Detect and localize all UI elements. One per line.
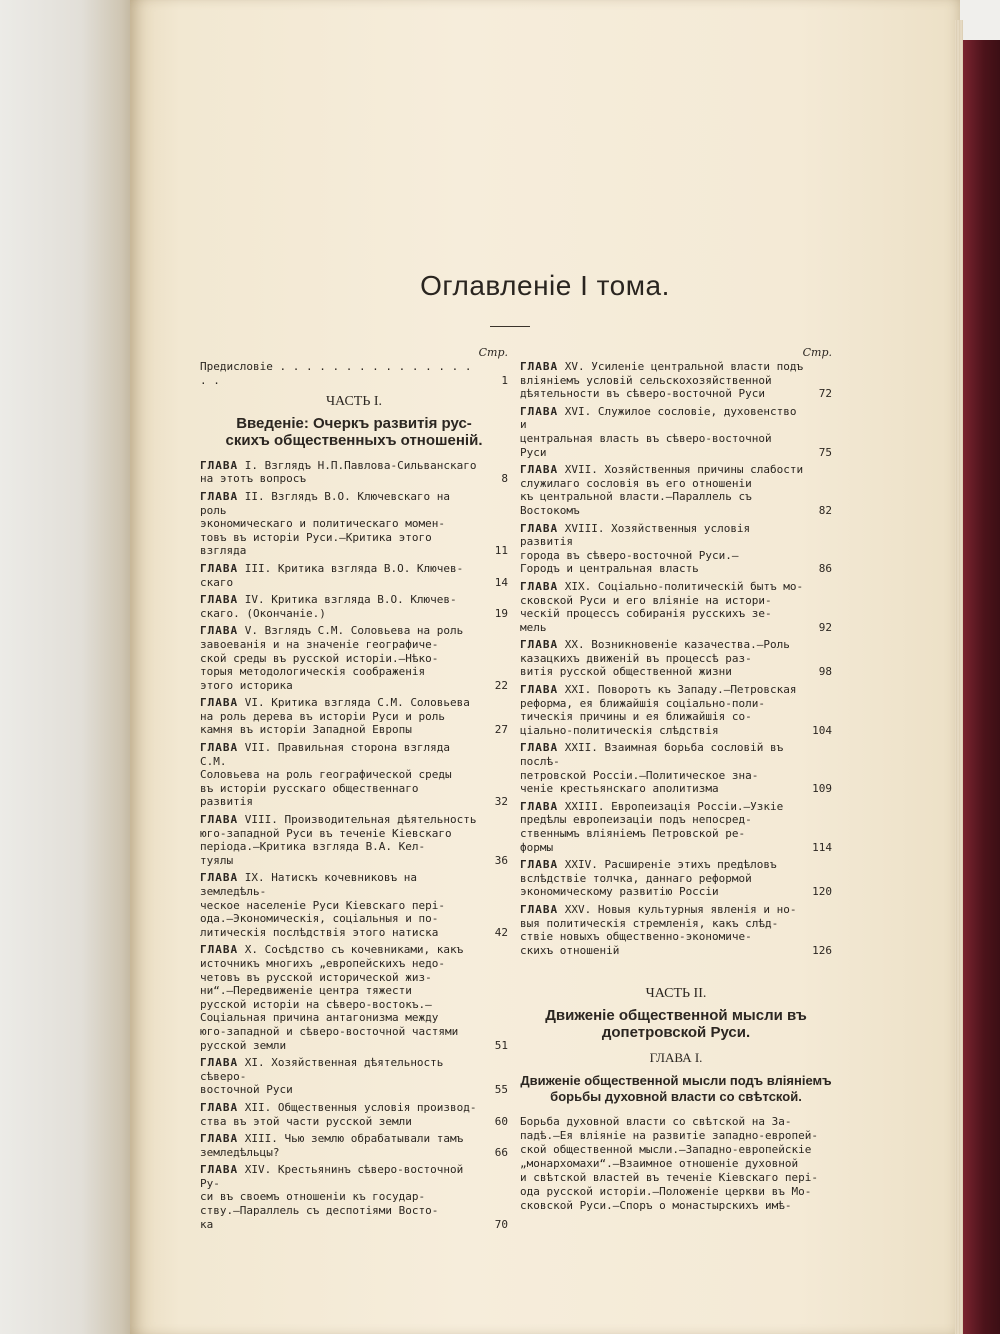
chapter-page: 104: [812, 723, 832, 737]
chapter-title: XIII. Чью землю обрабатывали тамъ земледѣльцы?: [200, 1132, 464, 1159]
part1-title: Введеніе: Очеркъ развитія рус- скихъ общественныхъ отношеній.: [225, 414, 483, 449]
chapter-label: ГЛАВА: [200, 1056, 239, 1070]
chapter-title: XXIII. Европеизація Россіи.—Узкіе предѣлы европеизаціи подъ непосред- ственнымъ вліяніемъ Петровской ре- формы: [520, 799, 784, 854]
chapter-label: ГЛАВА: [520, 799, 559, 813]
toc-entry: [200, 1056, 508, 1097]
chapter-title: XII. Общественныя условія производ- ства въ этой части русской земли: [200, 1100, 477, 1128]
chapter-label: ГЛАВА: [200, 458, 239, 472]
toc-entry: [520, 522, 832, 576]
page-column-header-right: Стр.: [802, 346, 832, 359]
toc-entry: [200, 943, 508, 1052]
chapter-title: IV. Критика взгляда В.О. Ключев- скаго. (Окончаніе.): [200, 593, 457, 620]
toc-entry: [200, 624, 508, 692]
chapter-title: V. Взглядъ С.М. Соловьева на роль завоеванія и на значеніе географиче- ской среды въ русской исторіи.—Нѣко- торыя методологическія соображенія этого историка: [200, 624, 464, 692]
chapter-title: XXV. Новыя культурныя явленія и но- выя политическія стремленія, какъ слѣд- ствіе новыхъ общественно-экономиче- скихъ отношеній: [520, 902, 797, 957]
chapter-label: ГЛАВА: [200, 871, 239, 885]
chapter-page: 11: [494, 544, 508, 558]
part2-heading: ЧАСТЬ II.: [645, 986, 707, 1002]
page-title: Оглавленіе I тома.: [420, 270, 670, 301]
chapter-label: ГЛАВА: [200, 813, 239, 827]
chapter-title: XXII. Взаимная борьба сословій въ послѣ- петровской Россіи.—Политическое зна- ченіе крестьянскаго аполитизма: [520, 741, 784, 796]
chapter-page: 75: [818, 445, 832, 459]
toc-entry: [520, 741, 832, 795]
toc-entry-text: [200, 593, 482, 620]
toc-entry: [520, 638, 832, 679]
chapter-page: 36: [494, 853, 508, 867]
toc-entry: [520, 405, 832, 459]
chapter-label: ГЛАВА: [200, 593, 239, 607]
chapter-label: ГЛАВА: [200, 741, 239, 755]
toc-entry: [200, 562, 508, 589]
chapter-page: 126: [812, 943, 832, 957]
title-divider: [490, 326, 530, 327]
toc-entry-text: [520, 360, 806, 401]
chapter-label: ГЛАВА: [200, 489, 239, 503]
part2-title: Движеніе общественной мысли въ допетровской Руси.: [545, 1006, 807, 1041]
toc-entry: [520, 800, 832, 854]
chapter-page: 27: [494, 723, 508, 737]
chapter-label: ГЛАВА: [200, 624, 239, 638]
chapter-title: I. Взглядъ Н.П.Павлова-Сильванскаго на этотъ вопросъ: [200, 458, 477, 486]
toc-entry-text: [520, 405, 806, 459]
toc-entry: [520, 903, 832, 957]
chapter-label: ГЛАВА: [200, 561, 239, 575]
chapter-label: ГЛАВА: [520, 683, 559, 697]
toc-entry: [520, 683, 832, 737]
part1-heading: ЧАСТЬ I.: [325, 394, 383, 410]
chapter-page: 60: [494, 1114, 508, 1128]
toc-entry-text: [520, 522, 806, 576]
chapter-page: 51: [494, 1038, 508, 1052]
right-chapter-list: [520, 360, 832, 957]
toc-entry: [520, 463, 832, 517]
right-column: [520, 346, 832, 1213]
chapter-title: XXIV. Расширеніе этихъ предѣловъ вслѣдствіе толчка, даннаго реформой экономическому развитію Россіи: [520, 858, 777, 899]
chapter-label: ГЛАВА: [520, 741, 559, 755]
chapter-page: 86: [818, 562, 832, 576]
part2-chapter-summary: Борьба духовной власти со свѣтской на За- падѣ.—Ея вліяніе на развитіе западно-европей- ской общественной мысли.—Западно-европейскіе „монархомахи“.—Взаимное отношеніе духовной и свѣтской властей въ теченіе Кіевскаго пері- ода русской исторіи.—Положеніе церкви въ Мо- сковской Руси.—Споръ о монастырскихъ имѣ-: [520, 1114, 819, 1212]
chapter-title: XVIII. Хозяйственныя условія развитія города въ сѣверо-восточной Руси.— Городъ и центральная власть: [520, 521, 751, 576]
chapter-title: XIV. Крестьянинъ сѣверо-восточной Ру- си въ своемъ отношеніи къ государ- ству.—Параллель съ деспотіями Восто- ка: [200, 1163, 464, 1231]
chapter-label: ГЛАВА: [200, 1100, 239, 1114]
toc-entry-text: [200, 943, 482, 1052]
left-column: [200, 346, 508, 1235]
toc-entry-text: [200, 696, 482, 737]
left-page-edge: [0, 0, 135, 1334]
chapter-title: VIII. Производительная дѣятельность юго-западной Руси въ теченіе Кіевскаго періода.—Критика взгляда В.А. Кел- туялы: [200, 813, 477, 867]
page-stack-edge: [955, 20, 963, 1334]
toc-entry-text: [520, 580, 806, 634]
toc-entry: [200, 813, 508, 867]
chapter-title: III. Критика взгляда В.О. Ключев- скаго: [200, 561, 464, 589]
toc-entry: [200, 1132, 508, 1159]
chapter-title: II. Взглядъ В.О. Ключевскаго на роль экономическаго и политическаго момен- товъ въ исторіи Руси.—Критика этого взгляда: [200, 489, 451, 558]
chapter-label: ГЛАВА: [520, 360, 559, 373]
chapter-label: ГЛАВА: [520, 521, 559, 535]
toc-entry: [200, 696, 508, 737]
chapter-page: 32: [494, 795, 508, 809]
toc-entry: [520, 858, 832, 899]
chapter-label: ГЛАВА: [520, 404, 559, 418]
chapter-label: ГЛАВА: [520, 463, 559, 477]
chapter-title: XXI. Поворотъ къ Западу.—Петровская реформа, ея ближайшія соціально-поли- тическія причины и ея ближайшія со- ціально-политическія слѣдствія: [520, 683, 797, 737]
toc-entry-text: [200, 741, 482, 809]
toc-entry-text: [520, 903, 806, 957]
toc-entry: [200, 1101, 508, 1128]
chapter-page: 72: [818, 387, 832, 401]
chapter-page: 120: [812, 885, 832, 899]
toc-entry-text: [200, 813, 482, 867]
chapter-page: 92: [818, 620, 832, 634]
chapter-page: 109: [812, 782, 832, 796]
toc-entry-text: [200, 624, 482, 692]
part2-chapter-title: Движеніе общественной мысли подъ вліяніемъ борьбы духовной власти со свѣтской.: [520, 1072, 832, 1104]
chapter-title: XVI. Служилое сословіе, духовенство и центральная власть въ сѣверо-восточной Руси: [520, 404, 797, 459]
chapter-page: 22: [494, 678, 508, 692]
chapter-page: 66: [494, 1145, 508, 1159]
chapter-page: 14: [494, 575, 508, 589]
toc-entry-text: [520, 741, 806, 795]
toc-entry-text: [520, 800, 806, 854]
toc-entry-text: [200, 1132, 482, 1159]
chapter-page: 19: [494, 606, 508, 620]
chapter-title: X. Сосѣдство съ кочевниками, какъ источникъ многихъ „европейскихъ недо- четовъ въ русской исторической жиз- ни“.—Передвиженіе центра тяжести русской исторіи на сѣверо-востокъ.— Соціальная причина антагонизма между юго-западной и сѣверо-восточной частями русской земли: [200, 943, 464, 1052]
toc-entry-text: [520, 858, 806, 899]
toc-entry: [200, 1163, 508, 1231]
toc-entry-text: [200, 1163, 482, 1231]
chapter-label: ГЛАВА: [520, 638, 559, 652]
toc-entry-text: [200, 459, 482, 486]
chapter-title: VI. Критика взгляда С.М. Соловьева на роль дерева въ исторіи Руси и роль камня въ исторіи Западной Европы: [200, 696, 470, 737]
chapter-label: ГЛАВА: [200, 1132, 239, 1146]
toc-entry: [520, 360, 832, 401]
chapter-label: ГЛАВА: [200, 943, 239, 957]
chapter-label: ГЛАВА: [520, 858, 559, 872]
preface-text: Предисловіе . . . . . . . . . . . . . . . . .: [200, 360, 472, 387]
book-page: [130, 0, 960, 1334]
toc-entry-text: [200, 871, 482, 939]
chapter-page: 8: [501, 472, 508, 486]
chapter-title: XVII. Хозяйственныя причины слабости служилаго сословія въ его отношеніи къ центральной власти.—Параллель съ Востокомъ: [520, 463, 804, 517]
chapter-label: ГЛАВА: [520, 579, 559, 593]
preface-page: 1: [501, 373, 508, 387]
chapter-title: XX. Возникновеніе казачества.—Роль казацкихъ движеній въ процессѣ раз- витія русской общественной жизни: [520, 638, 790, 679]
chapter-page: 42: [494, 925, 508, 939]
toc-entry: [200, 459, 508, 486]
toc-entry: [200, 741, 508, 809]
part2-chapter-heading: ГЛАВА I.: [649, 1049, 703, 1065]
chapter-page: 70: [494, 1217, 508, 1231]
toc-entry-text: [520, 638, 806, 679]
preface-entry: [200, 360, 508, 387]
left-chapter-list: [200, 459, 508, 1231]
toc-entry: [200, 871, 508, 939]
toc-entry: [520, 580, 832, 634]
chapter-title: XV. Усиленіе центральной власти подъ вліяніемъ условій сельскохозяйственной дѣятельности въ сѣверо-восточной Руси: [520, 360, 804, 401]
toc-entry-text: [200, 1101, 482, 1128]
chapter-title: XIX. Соціально-политическій бытъ мо- сковской Руси и его вліяніе на истори- ческій процессъ собиранія русскихъ зе- мель: [520, 579, 804, 634]
chapter-label: ГЛАВА: [200, 696, 239, 710]
toc-entry-text: [200, 562, 482, 589]
toc-entry-text: [520, 463, 806, 517]
chapter-page: 98: [818, 665, 832, 679]
chapter-page: 55: [494, 1083, 508, 1097]
toc-entry: [200, 593, 508, 620]
chapter-label: ГЛАВА: [200, 1163, 239, 1177]
toc-entry-text: [520, 683, 806, 737]
toc-entry: [200, 490, 508, 558]
chapter-page: 114: [812, 840, 832, 854]
chapter-page: 82: [818, 503, 832, 517]
chapter-title: XI. Хозяйственная дѣятельность сѣверо- восточной Руси: [200, 1056, 444, 1097]
toc-entry-text: [200, 1056, 482, 1097]
chapter-label: ГЛАВА: [520, 902, 559, 916]
page-column-header: Стр.: [478, 346, 508, 359]
chapter-title: VII. Правильная сторона взгляда С.М. Соловьева на роль географической среды въ исторіи русскаго общественнаго развитія: [200, 741, 452, 809]
toc-entry-text: [200, 490, 482, 558]
chapter-title: IX. Натискъ кочевниковъ на земледѣль- ческое населеніе Руси Кіевскаго пері- ода.—Экономическія, соціальныя и по- литическія послѣдствія этого натиска: [200, 871, 446, 939]
